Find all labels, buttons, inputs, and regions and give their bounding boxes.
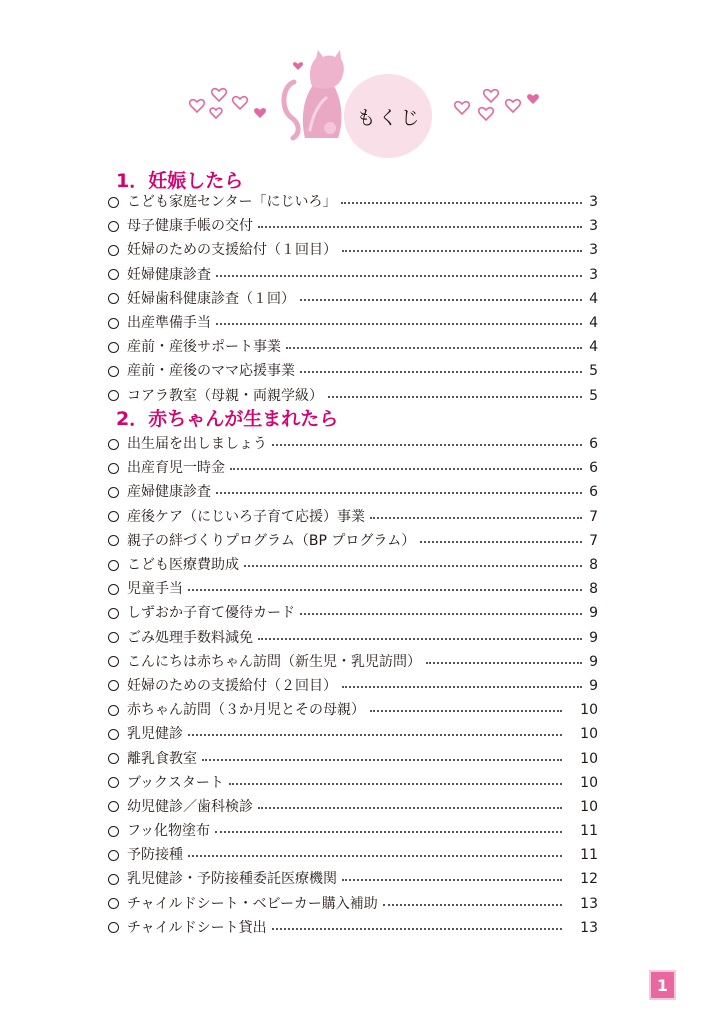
toc-entry-page-number: 11 (580, 847, 598, 864)
toc-list-section-2 (108, 432, 598, 940)
heart-icon (212, 89, 227, 101)
toc-entry-label: 出生届を出しましょう (127, 436, 267, 453)
toc-entry-page-number: 6 (589, 484, 598, 501)
heart-icon (190, 100, 205, 112)
dot-leader (258, 807, 562, 809)
toc-entry-page-number: 11 (580, 823, 598, 840)
toc-entry-label: こども家庭センター「にじいろ」 (127, 194, 337, 211)
toc-entry-page-number: 3 (589, 194, 598, 211)
heart-icon (233, 97, 248, 109)
toc-entry (108, 892, 598, 916)
toc-entry (108, 698, 598, 722)
toc-entry (108, 359, 598, 383)
toc-entry (108, 746, 598, 770)
toc-entry (108, 650, 598, 674)
dot-leader (216, 323, 582, 325)
dot-leader (258, 638, 582, 640)
page-number-badge: 1 (649, 970, 676, 1000)
toc-entry-page-number: 3 (589, 242, 598, 259)
circle-bullet-icon (108, 463, 119, 474)
dot-leader (300, 613, 582, 615)
toc-entry (108, 577, 598, 601)
dot-leader (370, 710, 562, 712)
heart-icon (527, 94, 539, 104)
circle-bullet-icon (108, 511, 119, 522)
circle-bullet-icon (108, 705, 119, 716)
toc-entry-label: 赤ちゃん訪問（３か月児とその母親） (127, 702, 365, 719)
toc-entry-label: 妊婦健康診査 (127, 266, 211, 283)
heart-icon-group-left (190, 89, 248, 118)
toc-entry (108, 190, 598, 214)
toc-entry-page-number: 10 (580, 702, 598, 719)
dot-leader (370, 517, 582, 519)
toc-entry-label: 親子の絆づくりプログラム（BP プログラム） (127, 532, 416, 549)
dot-leader (188, 734, 562, 736)
dot-leader (230, 468, 582, 470)
circle-bullet-icon (108, 535, 119, 546)
toc-entry-page-number: 10 (580, 750, 598, 767)
toc-entry-page-number: 9 (589, 629, 598, 646)
dot-leader (188, 855, 562, 857)
circle-bullet-icon (108, 221, 119, 232)
toc-entry (108, 432, 598, 456)
toc-entry-label: 乳児健診・予防接種委託医療機関 (127, 871, 337, 888)
toc-entry-label: 出産育児一時金 (127, 460, 225, 477)
toc-entry (108, 795, 598, 819)
toc-entry-page-number: 3 (589, 266, 598, 283)
toc-entry-label: 妊婦歯科健康診査（１回） (127, 290, 295, 307)
toc-entry-label: 乳児健診 (127, 726, 183, 743)
toc-entry-page-number: 8 (589, 557, 598, 574)
heart-icon (484, 90, 499, 102)
dot-leader (229, 783, 562, 785)
toc-entry-page-number: 3 (589, 218, 598, 235)
toc-entry (108, 480, 598, 504)
toc-entry (108, 553, 598, 577)
circle-bullet-icon (108, 197, 119, 208)
circle-bullet-icon (108, 874, 119, 885)
toc-entry (108, 214, 598, 238)
toc-entry-page-number: 4 (589, 315, 598, 332)
circle-bullet-icon (108, 753, 119, 764)
toc-entry (108, 626, 598, 650)
toc-list-section-1 (108, 190, 598, 408)
toc-entry-label: 予防接種 (127, 847, 183, 864)
toc-entry-page-number: 9 (589, 677, 598, 694)
toc-entry-label: ごみ処理手数料減免 (127, 629, 253, 646)
circle-bullet-icon (108, 850, 119, 861)
toc-entry (108, 916, 598, 940)
circle-bullet-icon (108, 801, 119, 812)
toc-entry (108, 601, 598, 625)
dot-leader (258, 226, 582, 228)
toc-entry (108, 456, 598, 480)
section-title-2: 2．赤ちゃんが生まれたら (116, 408, 339, 430)
toc-entry-label: 出産準備手当 (127, 315, 211, 332)
toc-entry-page-number: 8 (589, 581, 598, 598)
toc-entry-page-number: 7 (589, 508, 598, 525)
heart-icon (293, 62, 303, 70)
circle-bullet-icon (108, 269, 119, 280)
section-title-1: 1．妊娠したら (116, 170, 244, 192)
dot-leader (300, 371, 582, 373)
dot-leader (328, 396, 582, 398)
circle-bullet-icon (108, 632, 119, 643)
toc-entry (108, 529, 598, 553)
toc-entry-page-number: 10 (580, 726, 598, 743)
toc-entry-label: コアラ教室（母親・両親学級） (127, 387, 323, 404)
toc-entry-label: 産前・産後のママ応援事業 (127, 363, 295, 380)
dot-leader (383, 904, 562, 906)
cat-illustration (284, 50, 344, 138)
circle-bullet-icon (108, 560, 119, 571)
toc-entry (108, 819, 598, 843)
dot-leader (286, 347, 582, 349)
toc-entry-label: 妊婦のための支援給付（２回目） (127, 677, 337, 694)
toc-entry-label: 児童手当 (127, 581, 183, 598)
circle-bullet-icon (108, 439, 119, 450)
toc-entry-page-number: 6 (589, 436, 598, 453)
toc-entry (108, 287, 598, 311)
circle-bullet-icon (108, 898, 119, 909)
toc-entry-page-number: 9 (589, 605, 598, 622)
toc-entry-label: チャイルドシート・ベビーカー購入補助 (127, 895, 378, 912)
circle-bullet-icon (108, 366, 119, 377)
toc-entry (108, 867, 598, 891)
toc-entry-label: 産後ケア（にじいろ子育て応援）事業 (127, 508, 365, 525)
dot-leader (341, 202, 582, 204)
toc-entry-page-number: 13 (580, 895, 598, 912)
dot-leader (216, 492, 582, 494)
toc-entry-label: チャイルドシート貸出 (127, 919, 267, 936)
circle-bullet-icon (108, 608, 119, 619)
toc-entry-page-number: 9 (589, 653, 598, 670)
toc-entry-label: 妊婦のための支援給付（１回目） (127, 242, 337, 259)
circle-bullet-icon (108, 656, 119, 667)
heart-icon (479, 108, 494, 120)
dot-leader (426, 662, 582, 664)
toc-entry-label: ブックスタート (127, 774, 224, 791)
toc-entry (108, 238, 598, 262)
dot-leader (244, 565, 582, 567)
toc-entry-label: 母子健康手帳の交付 (127, 218, 253, 235)
toc-entry (108, 843, 598, 867)
toc-entry-label: しずおか子育て優待カード (127, 605, 295, 622)
circle-bullet-icon (108, 342, 119, 353)
toc-entry (108, 384, 598, 408)
toc-entry-page-number: 5 (589, 363, 598, 380)
toc-entry-page-number: 6 (589, 460, 598, 477)
heart-icon (455, 102, 470, 114)
toc-entry-label: フッ化物塗布 (127, 823, 211, 840)
page-header (0, 0, 720, 165)
heart-icon (210, 108, 222, 118)
toc-entry-label: 幼児健診／歯科検診 (127, 798, 253, 815)
toc-entry (108, 771, 598, 795)
circle-bullet-icon (108, 390, 119, 401)
toc-entry-label: 産婦健康診査 (127, 484, 211, 501)
heart-icon (254, 108, 266, 118)
toc-entry-label: 離乳食教室 (127, 750, 197, 767)
dot-leader (420, 541, 582, 543)
dot-leader (272, 928, 562, 930)
toc-entry-page-number: 12 (580, 871, 598, 888)
circle-bullet-icon (108, 318, 119, 329)
dot-leader (188, 589, 582, 591)
toc-entry-label: こんにちは赤ちゃん訪問（新生児・乳児訪問） (127, 653, 421, 670)
dot-leader (202, 759, 562, 761)
dot-leader (342, 879, 562, 881)
toc-entry-label: 産前・産後サポート事業 (127, 339, 281, 356)
circle-bullet-icon (108, 777, 119, 788)
toc-entry-page-number: 5 (589, 387, 598, 404)
circle-bullet-icon (108, 729, 119, 740)
dot-leader (216, 275, 582, 277)
toc-entry-page-number: 7 (589, 532, 598, 549)
toc-entry-page-number: 13 (580, 919, 598, 936)
circle-bullet-icon (108, 826, 119, 837)
toc-entry (108, 311, 598, 335)
toc-entry-page-number: 10 (580, 774, 598, 791)
heart-icon (506, 100, 521, 112)
toc-entry-label: こども医療費助成 (127, 557, 239, 574)
dot-leader (342, 686, 582, 688)
dot-leader (342, 250, 582, 252)
toc-entry-page-number: 4 (589, 339, 598, 356)
dot-leader (300, 299, 582, 301)
circle-bullet-icon (108, 293, 119, 304)
toc-entry-page-number: 4 (589, 290, 598, 307)
toc-entry-page-number: 10 (580, 798, 598, 815)
circle-bullet-icon (108, 245, 119, 256)
circle-bullet-icon (108, 680, 119, 691)
heart-icon-group-right (455, 90, 521, 120)
dot-leader (215, 831, 562, 833)
dot-leader (272, 444, 582, 446)
circle-bullet-icon (108, 584, 119, 595)
toc-entry (108, 335, 598, 359)
toc-entry (108, 722, 598, 746)
page-title: もくじ (356, 106, 423, 129)
toc-entry (108, 674, 598, 698)
mokuji-badge (344, 74, 432, 158)
toc-entry (108, 505, 598, 529)
circle-bullet-icon (108, 487, 119, 498)
circle-bullet-icon (108, 922, 119, 933)
toc-entry (108, 263, 598, 287)
